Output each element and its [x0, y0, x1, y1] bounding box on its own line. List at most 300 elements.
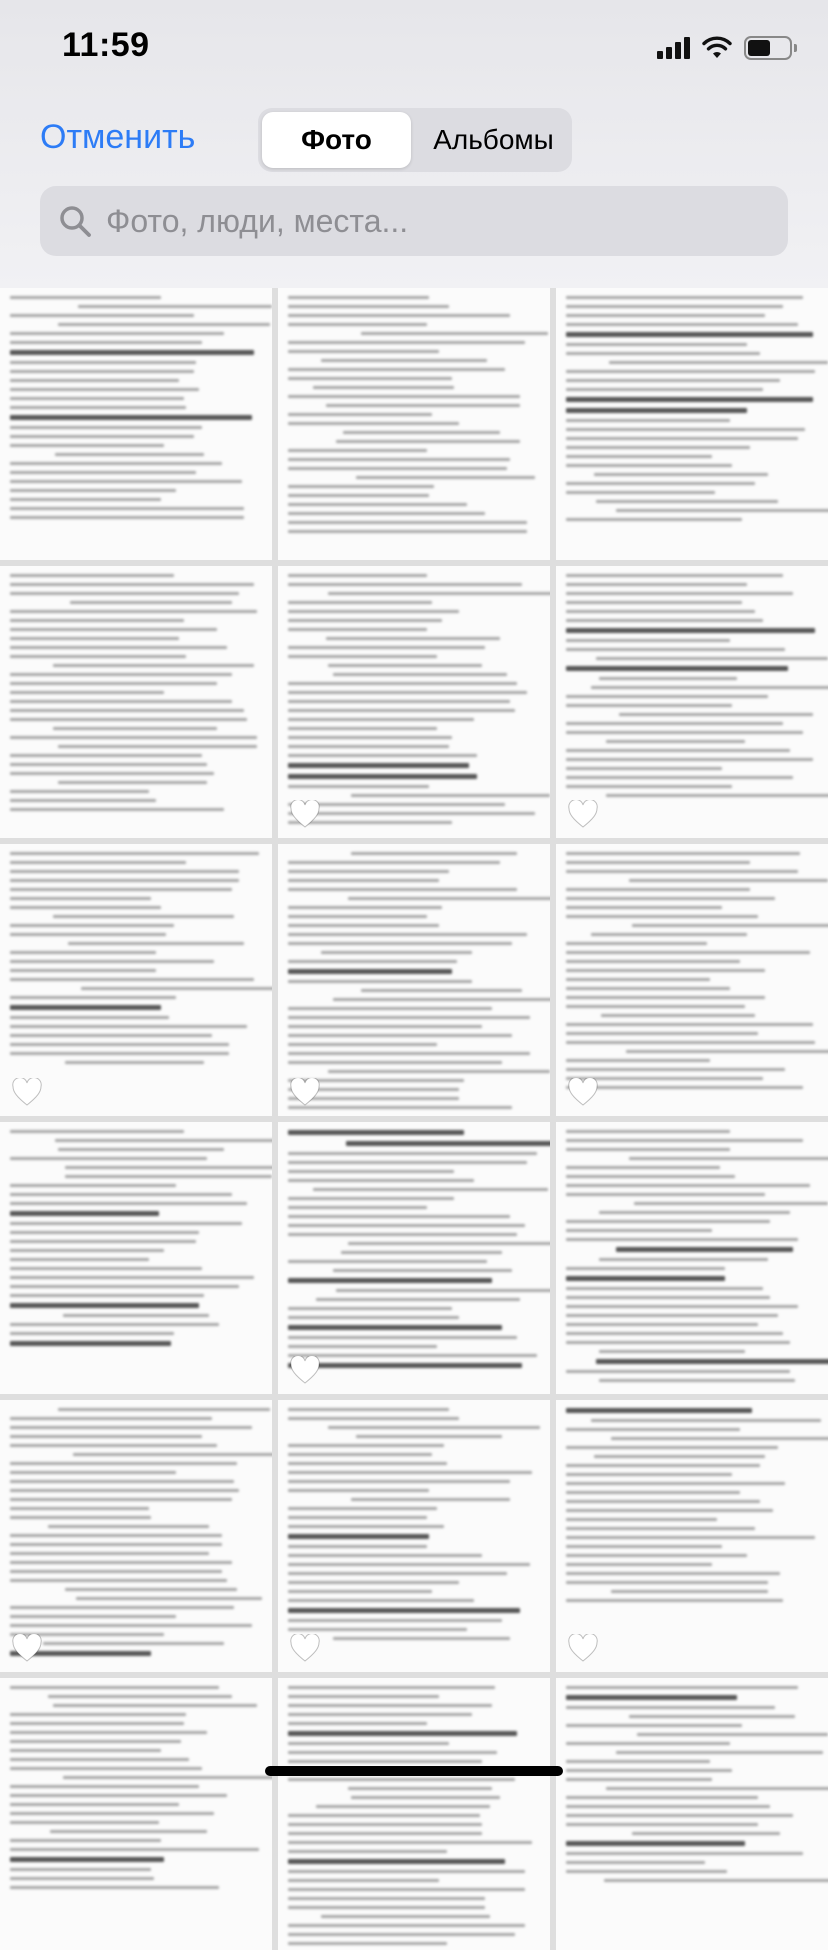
text-line — [10, 691, 164, 694]
text-line — [10, 1877, 154, 1880]
text-line — [566, 852, 800, 855]
photo-thumbnail[interactable] — [278, 1678, 550, 1950]
text-line — [566, 296, 803, 299]
text-line — [288, 1130, 464, 1135]
text-line — [566, 861, 750, 864]
text-line — [10, 489, 176, 492]
text-line — [604, 1879, 828, 1882]
text-line — [10, 906, 161, 909]
text-line — [288, 1408, 449, 1411]
text-line — [611, 1590, 767, 1593]
text-line — [10, 870, 239, 873]
text-line — [10, 1606, 234, 1609]
text-line — [566, 628, 815, 633]
text-line — [566, 942, 707, 945]
text-line — [566, 1724, 742, 1727]
text-line — [288, 1516, 427, 1519]
text-line — [566, 1229, 712, 1232]
text-line — [566, 305, 783, 308]
text-line — [566, 1841, 745, 1846]
text-line — [10, 397, 184, 400]
text-line — [288, 1545, 427, 1548]
text-line — [10, 406, 186, 409]
text-line — [288, 1233, 517, 1236]
text-line — [599, 677, 738, 680]
text-line — [10, 1435, 202, 1438]
text-line — [288, 1888, 525, 1891]
text-line — [566, 419, 730, 422]
text-line — [333, 1637, 509, 1640]
text-line — [10, 897, 151, 900]
text-line — [288, 1316, 459, 1319]
text-line — [10, 471, 196, 474]
text-line — [10, 969, 156, 972]
text-line — [288, 1363, 522, 1368]
text-line — [566, 1175, 735, 1178]
text-line — [566, 1139, 803, 1142]
text-line — [10, 1052, 229, 1055]
text-line — [10, 646, 227, 649]
text-line — [596, 657, 828, 660]
text-line — [313, 1188, 547, 1191]
text-line — [10, 480, 242, 483]
text-line — [53, 727, 217, 730]
text-line — [328, 1070, 550, 1073]
text-line — [288, 700, 510, 703]
text-line — [566, 897, 775, 900]
text-line — [10, 1043, 229, 1046]
text-line — [566, 583, 747, 586]
search-input[interactable] — [104, 202, 768, 241]
text-line — [321, 1915, 490, 1918]
text-line — [10, 861, 186, 864]
text-line — [288, 924, 439, 927]
text-line — [10, 1471, 176, 1474]
text-line — [348, 897, 550, 900]
text-line — [10, 1740, 181, 1743]
text-line — [288, 1832, 482, 1835]
text-line — [288, 1713, 472, 1716]
favorite-heart-icon — [290, 1634, 320, 1662]
text-line — [566, 1482, 785, 1485]
text-line — [288, 1507, 437, 1510]
text-line — [10, 996, 176, 999]
text-line — [288, 413, 432, 416]
text-line — [10, 1130, 184, 1133]
text-line — [566, 343, 747, 346]
text-line — [606, 1787, 828, 1790]
text-line — [566, 455, 712, 458]
favorite-heart-icon — [290, 1078, 320, 1106]
text-line — [10, 415, 252, 420]
text-line — [288, 323, 427, 326]
text-line — [288, 1924, 525, 1927]
text-line — [288, 1850, 447, 1853]
text-line — [288, 1841, 532, 1844]
text-line — [288, 628, 427, 631]
text-line — [288, 709, 515, 712]
text-line — [566, 1706, 775, 1709]
text-line — [566, 666, 788, 671]
text-line — [566, 951, 810, 954]
text-line — [611, 1437, 828, 1440]
text-line — [288, 888, 517, 891]
text-line — [288, 368, 505, 371]
text-line — [566, 601, 742, 604]
text-line — [288, 1061, 502, 1064]
text-line — [288, 870, 449, 873]
text-line — [288, 942, 512, 945]
text-line — [566, 978, 710, 981]
photo-thumbnail[interactable] — [0, 844, 272, 1116]
text-line — [566, 915, 758, 918]
text-line — [58, 781, 207, 784]
text-line — [10, 852, 259, 855]
text-line — [10, 790, 149, 793]
document-preview — [10, 852, 262, 1108]
cellular-signal-icon — [657, 37, 690, 59]
text-line — [10, 1812, 214, 1815]
text-line — [288, 1534, 429, 1539]
text-line — [10, 1426, 252, 1429]
text-line — [10, 655, 186, 658]
text-line — [288, 1742, 449, 1745]
text-line — [10, 1294, 204, 1297]
text-line — [55, 1139, 272, 1142]
text-line — [10, 1489, 239, 1492]
text-line — [288, 1354, 537, 1357]
text-line — [10, 435, 194, 438]
text-line — [566, 1599, 783, 1602]
text-line — [566, 888, 750, 891]
text-line — [288, 754, 477, 757]
text-line — [566, 1536, 815, 1539]
text-line — [566, 648, 785, 651]
text-line — [288, 1870, 525, 1873]
text-line — [313, 386, 454, 389]
text-line — [10, 1713, 186, 1716]
photo-thumbnail[interactable] — [0, 1678, 272, 1950]
text-line — [566, 906, 722, 909]
text-line — [288, 1007, 492, 1010]
photo-thumbnail[interactable] — [278, 1122, 550, 1394]
text-line — [566, 314, 765, 317]
text-line — [566, 1742, 730, 1745]
text-line — [566, 1130, 730, 1133]
text-line — [336, 1289, 550, 1292]
text-line — [288, 1731, 517, 1736]
text-line — [10, 682, 217, 685]
document-preview — [288, 1408, 540, 1664]
text-line — [10, 1794, 227, 1797]
text-line — [566, 610, 755, 613]
text-line — [288, 1581, 459, 1584]
text-line — [599, 1350, 745, 1353]
text-line — [288, 395, 520, 398]
text-line — [566, 379, 780, 382]
text-line — [48, 1525, 209, 1528]
text-line — [10, 1480, 234, 1483]
text-line — [288, 915, 427, 918]
photo-thumbnail[interactable] — [556, 1122, 828, 1394]
text-line — [10, 1722, 184, 1725]
photo-thumbnail[interactable] — [0, 1400, 272, 1672]
photo-thumbnail[interactable] — [556, 844, 828, 1116]
text-line — [566, 1861, 705, 1864]
text-line — [288, 1489, 429, 1492]
text-line — [288, 1278, 492, 1283]
text-line — [10, 1285, 239, 1288]
text-line — [288, 1859, 505, 1864]
text-line — [10, 350, 254, 355]
text-line — [288, 1778, 515, 1781]
photo-thumbnail[interactable] — [556, 1400, 828, 1672]
status-time: 11:59 — [62, 26, 150, 64]
text-line — [596, 500, 777, 503]
photo-thumbnail[interactable] — [556, 566, 828, 838]
text-line — [10, 888, 232, 891]
text-line — [288, 1628, 467, 1631]
text-line — [288, 512, 485, 515]
text-line — [288, 1906, 485, 1909]
text-line — [566, 758, 813, 761]
favorite-heart-icon — [568, 1078, 598, 1106]
text-line — [288, 341, 525, 344]
document-preview — [566, 1686, 818, 1942]
text-line — [10, 1570, 222, 1573]
text-line — [328, 664, 482, 667]
text-line — [63, 1776, 272, 1779]
text-line — [288, 1471, 532, 1474]
text-line — [81, 987, 272, 990]
text-line — [609, 361, 828, 364]
text-line — [288, 449, 427, 452]
text-line — [566, 1059, 710, 1062]
photo-grid — [0, 288, 828, 1950]
text-line — [361, 989, 522, 992]
text-line — [10, 1193, 232, 1196]
text-line — [629, 1157, 828, 1160]
text-line — [10, 1157, 207, 1160]
photo-thumbnail[interactable] — [556, 288, 828, 560]
text-line — [566, 619, 763, 622]
text-line — [10, 1016, 169, 1019]
text-line — [288, 1554, 482, 1557]
text-line — [341, 1251, 502, 1254]
text-line — [10, 1303, 199, 1308]
text-line — [566, 1581, 768, 1584]
document-preview — [566, 852, 818, 1108]
text-line — [606, 740, 745, 743]
home-indicator — [265, 1766, 563, 1776]
text-line — [10, 1323, 219, 1326]
photo-thumbnail[interactable] — [278, 288, 550, 560]
photo-thumbnail[interactable] — [0, 288, 272, 560]
text-line — [10, 462, 222, 465]
text-line — [346, 1141, 550, 1146]
text-line — [288, 879, 439, 882]
photo-thumbnail[interactable] — [278, 1400, 550, 1672]
text-line — [566, 446, 750, 449]
text-line — [566, 1323, 758, 1326]
text-line — [288, 467, 507, 470]
document-preview — [288, 296, 540, 552]
text-line — [288, 1525, 444, 1528]
text-line — [10, 1731, 207, 1734]
text-line — [53, 915, 234, 918]
text-line — [10, 592, 239, 595]
text-line — [599, 1379, 796, 1382]
text-line — [566, 767, 722, 770]
text-line — [10, 1211, 159, 1216]
text-line — [10, 1686, 219, 1689]
text-line — [566, 1695, 737, 1700]
text-line — [288, 574, 427, 577]
document-preview — [10, 1130, 262, 1386]
tab-albums[interactable]: Альбомы — [433, 124, 554, 155]
text-line — [10, 736, 257, 739]
status-icons — [657, 36, 792, 60]
photo-thumbnail[interactable] — [0, 566, 272, 838]
text-line — [10, 619, 184, 622]
text-line — [288, 1025, 482, 1028]
text-line — [566, 776, 793, 779]
text-line — [356, 476, 535, 479]
text-line — [10, 1202, 247, 1205]
text-line — [629, 879, 828, 882]
battery-icon — [744, 36, 792, 60]
text-line — [10, 1240, 196, 1243]
text-line — [288, 1197, 454, 1200]
text-line — [566, 1554, 747, 1557]
text-line — [288, 646, 485, 649]
text-line — [55, 453, 204, 456]
favorite-heart-icon — [568, 800, 598, 828]
text-line — [288, 906, 442, 909]
text-line — [10, 1341, 171, 1346]
text-line — [566, 987, 730, 990]
search-bar[interactable] — [40, 186, 788, 256]
text-line — [10, 718, 247, 721]
text-line — [566, 996, 765, 999]
text-line — [288, 861, 500, 864]
text-line — [10, 628, 217, 631]
text-line — [288, 655, 437, 658]
text-line — [566, 1305, 798, 1308]
document-preview — [288, 574, 540, 830]
text-line — [10, 1005, 161, 1010]
favorite-heart-icon — [290, 800, 320, 828]
text-line — [10, 1758, 189, 1761]
text-line — [10, 583, 254, 586]
text-line — [10, 361, 196, 364]
text-line — [566, 1518, 717, 1521]
text-line — [68, 942, 244, 945]
text-line — [566, 969, 765, 972]
text-line — [316, 1805, 490, 1808]
photo-thumbnail[interactable] — [556, 1678, 828, 1950]
photo-thumbnail[interactable] — [278, 566, 550, 838]
text-line — [48, 1695, 232, 1698]
text-line — [10, 1886, 219, 1889]
text-line — [566, 1193, 765, 1196]
text-line — [566, 1428, 740, 1431]
text-line — [10, 1749, 161, 1752]
photo-thumbnail[interactable] — [0, 1122, 272, 1394]
text-line — [288, 1942, 447, 1945]
text-line — [616, 509, 828, 512]
text-line — [566, 323, 798, 326]
text-line — [65, 1061, 204, 1064]
text-line — [566, 397, 813, 402]
text-line — [288, 1619, 502, 1622]
text-line — [50, 1830, 206, 1833]
text-line — [566, 1032, 758, 1035]
text-line — [10, 1615, 176, 1618]
text-line — [566, 1778, 712, 1781]
text-line — [566, 428, 805, 431]
text-line — [288, 1224, 525, 1227]
text-line — [10, 296, 161, 299]
text-line — [566, 1341, 790, 1344]
text-line — [566, 1852, 803, 1855]
text-line — [566, 704, 732, 707]
text-line — [288, 1704, 492, 1707]
tab-photos[interactable]: Фото — [262, 112, 411, 168]
text-line — [288, 1563, 530, 1566]
text-line — [10, 673, 232, 676]
text-line — [10, 379, 179, 382]
text-line — [65, 1588, 236, 1591]
text-line — [288, 1453, 432, 1456]
text-line — [566, 1769, 732, 1772]
text-line — [348, 1787, 492, 1790]
text-line — [566, 1370, 790, 1373]
text-line — [10, 1258, 149, 1261]
text-line — [288, 980, 472, 983]
text-line — [566, 1870, 727, 1873]
text-line — [10, 516, 244, 519]
text-line — [10, 879, 239, 882]
text-line — [328, 592, 550, 595]
text-line — [566, 1491, 740, 1494]
text-line — [566, 1023, 813, 1026]
text-line — [10, 444, 164, 447]
text-line — [566, 639, 730, 642]
text-line — [10, 1184, 176, 1187]
text-line — [566, 1296, 770, 1299]
photo-thumbnail[interactable] — [278, 844, 550, 1116]
text-line — [288, 1686, 495, 1689]
text-line — [566, 408, 747, 413]
text-line — [10, 637, 179, 640]
text-line — [288, 933, 527, 936]
text-line — [634, 1202, 828, 1205]
text-line — [288, 1152, 537, 1155]
text-line — [288, 314, 510, 317]
text-line — [288, 1760, 482, 1763]
text-line — [566, 1220, 770, 1223]
text-line — [566, 731, 803, 734]
text-line — [566, 518, 742, 521]
cancel-button[interactable]: Отменить — [40, 118, 196, 156]
text-line — [288, 1336, 517, 1339]
text-line — [10, 314, 194, 317]
document-preview — [10, 1408, 262, 1664]
text-line — [288, 296, 429, 299]
text-line — [566, 1509, 773, 1512]
text-line — [288, 619, 442, 622]
